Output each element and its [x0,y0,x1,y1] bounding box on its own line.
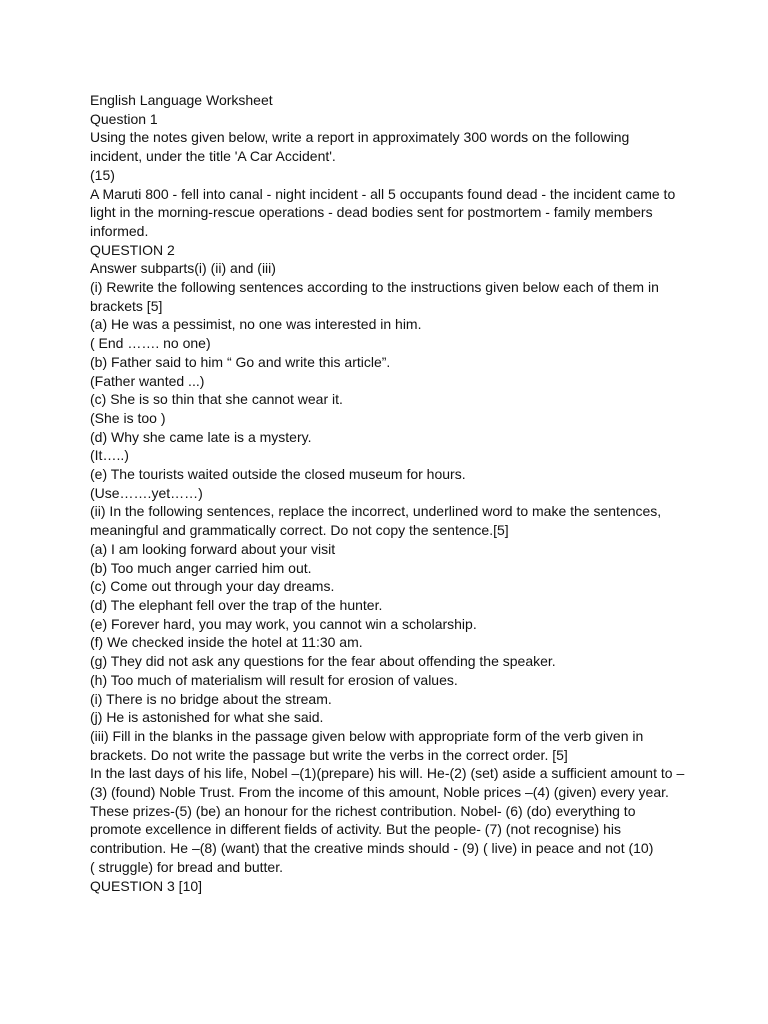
question-1-marks: (15) [90,166,115,183]
subpart-ii-item: (i) There is no bridge about the stream. [90,690,332,707]
subpart-ii-item: (b) Too much anger carried him out. [90,559,312,576]
subpart-ii-item: (a) I am looking forward about your visit [90,540,336,557]
subpart-ii-instruction: (ii) In the following sentences, replace the incorrect, underlined word to make the sentences, [90,503,662,520]
subpart-iii-instruction: brackets. Do not write the passage but write the verbs in the correct order. [5] [90,746,568,763]
subpart-i-item: (e) The tourists waited outside the closed museum for hours. [90,466,466,483]
subpart-ii-item: (g) They did not ask any questions for the fear about offending the speaker. [90,653,556,670]
question-3-heading: QUESTION 3 [10] [90,877,203,894]
subpart-i-item: (b) Father said to him “ Go and write this article”. [90,353,391,370]
subpart-i-hint: (Use…….yet……) [90,484,203,501]
subpart-iii-passage: ( struggle) for bread and butter. [90,858,283,875]
subpart-ii-item: (c) Come out through your day dreams. [90,578,335,595]
subpart-iii-passage: promote excellence in different fields of activity. But the people- (7) (not recognise) his [90,821,621,838]
subpart-iii-passage: (3) (found) Noble Trust. From the income of this amount, Noble prices –(4) (given) every year. [90,784,669,801]
question-1-instruction: Using the notes given below, write a report in approximately 300 words on the following [90,129,630,146]
subpart-i-instruction: (i) Rewrite the following sentences according to the instructions given below each of them in [90,279,659,296]
question-1-heading: Question 1 [90,110,158,127]
question-2-heading: QUESTION 2 [90,241,175,258]
question-1-instruction: incident, under the title 'A Car Accident'. [90,148,336,165]
subpart-i-item: (a) He was a pessimist, no one was interested in him. [90,316,422,333]
question-1-notes: informed. [90,222,149,239]
subpart-ii-item: (f) We checked inside the hotel at 11:30 am. [90,634,363,651]
subpart-ii-item: (d) The elephant fell over the trap of the hunter. [90,596,383,613]
subpart-i-hint: (She is too ) [90,409,166,426]
subpart-i-hint: (It…..) [90,447,129,464]
subpart-ii-item: (j) He is astonished for what she said. [90,709,324,726]
subpart-i-hint: (Father wanted ...) [90,372,205,389]
question-1-notes: A Maruti 800 - fell into canal - night incident - all 5 occupants found dead - the incident came to [90,185,676,202]
subpart-i-item: (c) She is so thin that she cannot wear it. [90,391,343,408]
subpart-i-item: (d) Why she came late is a mystery. [90,428,312,445]
subpart-ii-item: (e) Forever hard, you may work, you cannot win a scholarship. [90,615,477,632]
question-1-notes: light in the morning-rescue operations - dead bodies sent for postmortem - family members [90,204,653,221]
subpart-ii-instruction: meaningful and grammatically correct. Do not copy the sentence.[5] [90,522,509,539]
subpart-iii-passage: In the last days of his life, Nobel –(1)(prepare) his will. He-(2) (set) aside a sufficient amount to – [90,765,685,782]
subpart-ii-item: (h) Too much of materialism will result for erosion of values. [90,671,458,688]
subpart-i-hint: ( End ……. no one) [90,335,211,352]
subpart-i-instruction: brackets [5] [90,297,163,314]
subpart-iii-passage: contribution. He –(8) (want) that the creative minds should - (9) ( live) in peace and not (10) [90,840,654,857]
worksheet-page [90,91,690,895]
question-2-instruction: Answer subparts(i) (ii) and (iii) [90,260,276,277]
worksheet-title: English Language Worksheet [90,92,273,108]
subpart-iii-instruction: (iii) Fill in the blanks in the passage given below with appropriate form of the verb given in [90,727,644,744]
subpart-iii-passage: These prizes-(5) (be) an honour for the richest contribution. Nobel- (6) (do) everything to [90,802,636,819]
